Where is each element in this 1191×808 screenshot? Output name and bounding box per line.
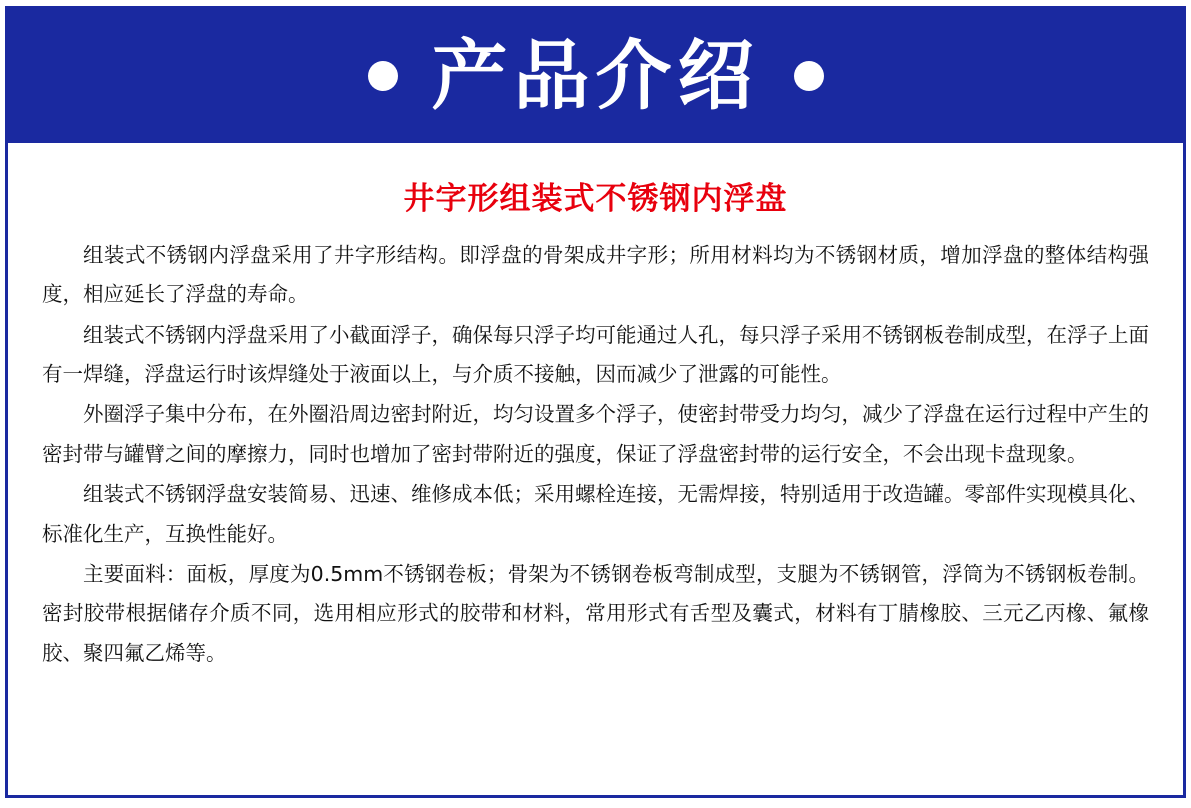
paragraph: 组装式不锈钢内浮盘采用了井字形结构。即浮盘的骨架成井字形；所用材料均为不锈钢材质，增加浮盘的整体结构强度，相应延长了浮盘的寿命。 [42, 243, 1149, 307]
paragraph: 主要面料：面板，厚度为0.5mm不锈钢卷板；骨架为不锈钢卷板弯制成型，支腿为不锈钢管，浮筒为不锈钢板卷制。密封胶带根据储存介质不同，选用相应形式的胶带和材料，常用形式有舌型及囊式，材料有丁腈橡胶、三元乙丙橡、氟橡胶、聚四氟乙烯等。 [42, 561, 1149, 665]
paragraph: 组装式不锈钢浮盘安装简易、迅速、维修成本低；采用螺栓连接，无需焊接，特别适用于改造罐。零部件实现模具化、标准化生产，互换性能好。 [42, 482, 1149, 546]
bullet-dot-icon-right [794, 61, 824, 91]
paragraph: 组装式不锈钢内浮盘采用了小截面浮子，确保每只浮子均可能通过人孔，每只浮子采用不锈钢板卷制成型，在浮子上面有一焊缝，浮盘运行时该焊缝处于液面以上，与介质不接触，因而减少了泄露的可能性。 [42, 322, 1149, 387]
banner-title: 产品介绍 [431, 31, 760, 120]
document-frame [5, 6, 1186, 798]
document-content [8, 143, 1183, 795]
paragraph: 外圈浮子集中分布，在外圈沿周边密封附近，均匀设置多个浮子，使密封带受力均匀，减少了浮盘在运行过程中产生的密封带与罐臂之间的摩擦力，同时也增加了密封带附近的强度，保证了浮盘密封带的运行安全，不会出现卡盘现象。 [42, 402, 1149, 466]
section-title: 井字形组装式不锈钢内浮盘 [403, 181, 788, 217]
bullet-dot-icon-left [368, 61, 398, 91]
banner-header [8, 9, 1183, 143]
